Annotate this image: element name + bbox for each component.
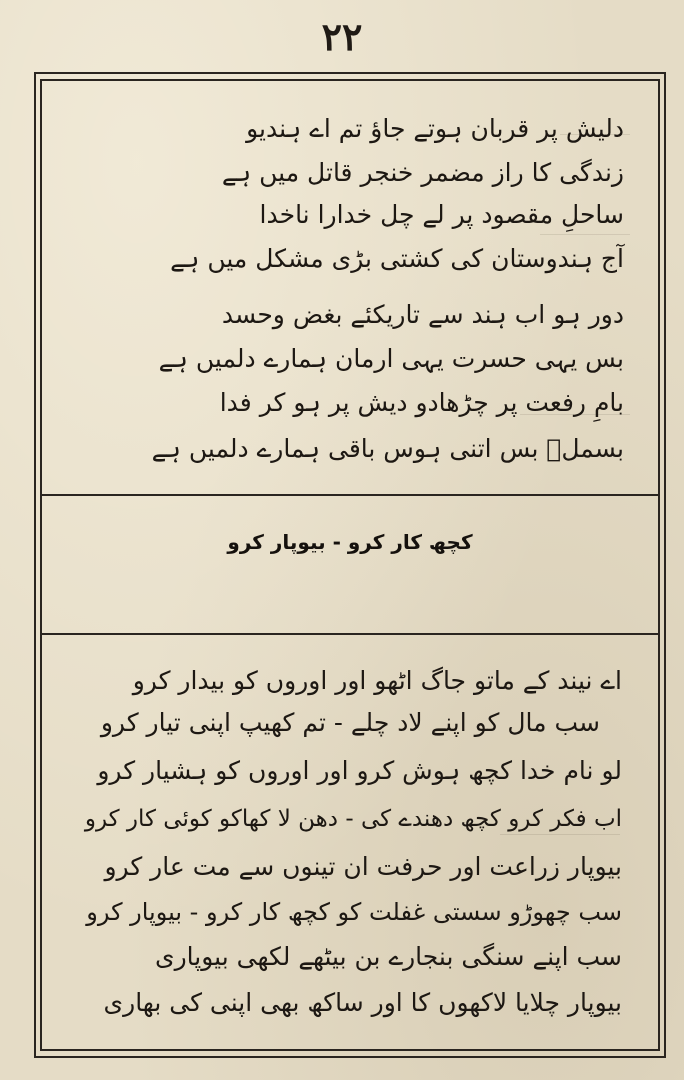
section-divider — [40, 633, 660, 635]
section-divider — [40, 494, 660, 496]
verse-line: لو نام خدا کچھ ہوش کرو اور اوروں کو ہشیار کرو — [97, 756, 622, 785]
verse-line: سب چھوڑو سستی غفلت کو کچھ کار کرو - بیوپار کرو — [86, 898, 622, 926]
verse-line: بس یہی حسرت یہی ارمان ہمارے دلمیں ہے — [158, 344, 624, 373]
page-number: ۲۲ — [321, 14, 363, 59]
verse-line: بامِ رفعت پر چڑھادو دیش پر ہو کر فدا — [219, 388, 624, 417]
verse-line: آج ہندوستان کی کشتی بڑی مشکل میں ہے — [170, 244, 624, 273]
verse-line: سب اپنے سنگی بنجارے بن بیٹھے لکھی بیوپاری — [155, 942, 622, 971]
verse-line: بیوپار زراعت اور حرفت ان تینوں سے مت عار کرو — [104, 852, 622, 881]
verse-line: بسملؔ بس اتنی ہوس باقی ہمارے دلمیں ہے — [151, 434, 624, 463]
verse-line: زندگی کا راز مضمر خنجر قاتل میں ہے — [221, 158, 624, 187]
poem-heading: کچھ کار کرو - بیوپار کرو — [227, 530, 473, 554]
verse-line: سب مال کو اپنے لاد چلے - تم کھیپ اپنی تیار کرو — [100, 708, 600, 737]
verse-line: اب فکر کرو کچھ دھندے کی - دھن لا کھاکو کوئی کار کرو — [84, 806, 622, 832]
verse-line: دلیش پر قربان ہوتے جاؤ تم اے ہندیو — [246, 114, 624, 143]
verse-line: دور ہو اب ہند سے تاریکئے بغض وحسد — [221, 300, 624, 329]
verse-line: ساحلِ مقصود پر لے چل خدارا ناخدا — [259, 200, 624, 229]
verse-line: اے نیند کے ماتو جاگ اٹھو اور اوروں کو بیدار کرو — [132, 666, 622, 695]
verse-line: بیوپار چلایا لاکھوں کا اور ساکھ بھی اپنی کی بھاری — [103, 988, 622, 1017]
